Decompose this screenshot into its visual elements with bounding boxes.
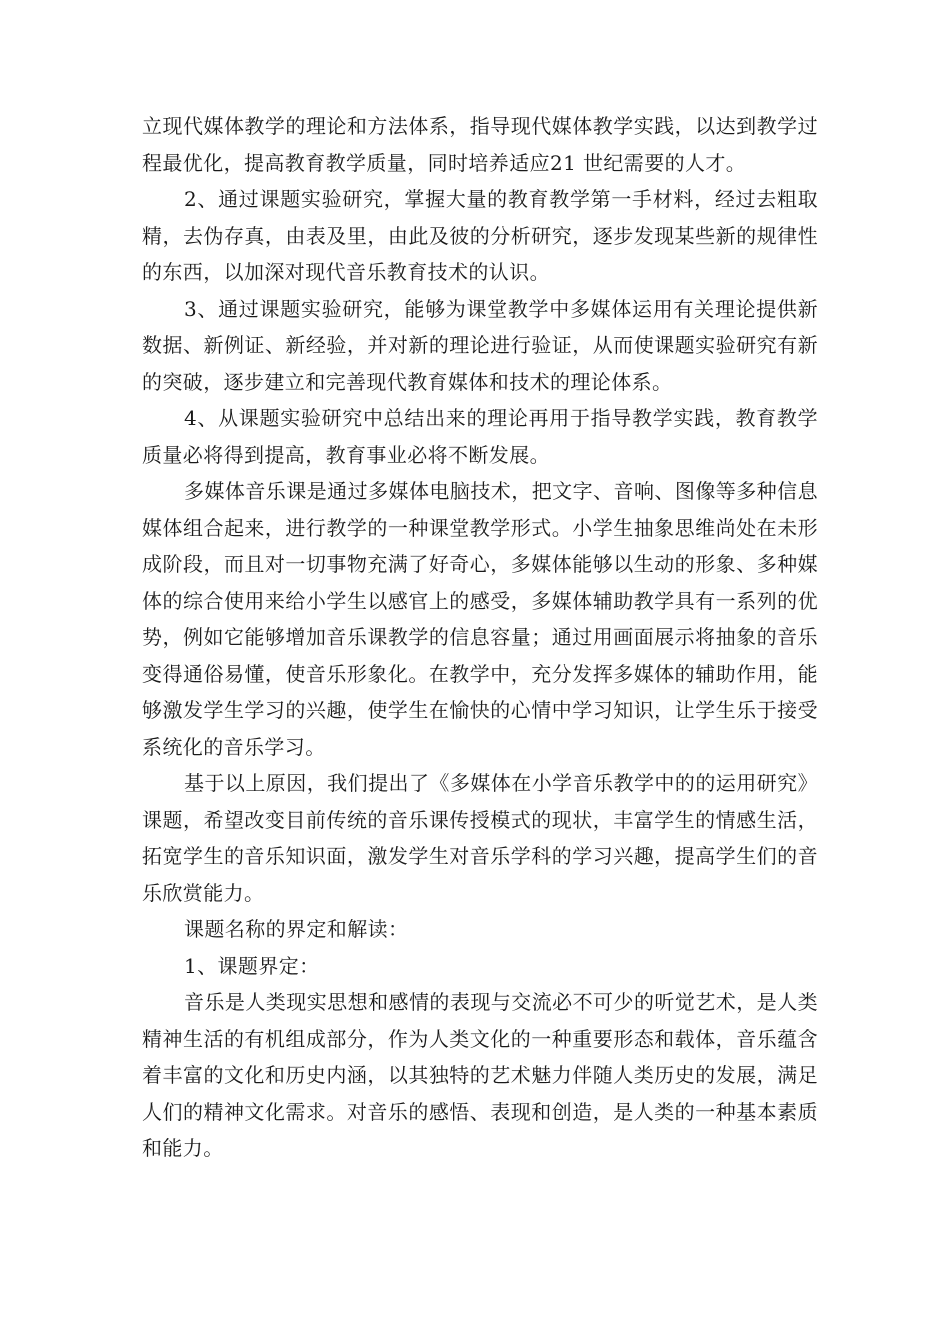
paragraph-3: 3、通过课题实验研究，能够为课堂教学中多媒体运用有关理论提供新数据、新例证、新经验，并对新的理论进行验证，从而使课题实验研究有新的突破，逐步建立和完善现代教育媒体和技术的理论体系。 [142,296,818,394]
subsection-heading: 1、课题界定： [184,953,320,978]
paragraph-1: 立现代媒体教学的理论和方法体系，指导现代媒体教学实践，以达到教学过程最优化，提高教育教学质量，同时培养适应21 世纪需要的人才。 [142,114,818,175]
document-body [142,108,818,1167]
paragraph-2: 2、通过课题实验研究，掌握大量的教育教学第一手材料，经过去粗取精，去伪存真，由表及里，由此及彼的分析研究，逐步发现某些新的规律性的东西，以加深对现代音乐教育技术的认识。 [142,187,818,284]
paragraph-5: 多媒体音乐课是通过多媒体电脑技术，把文字、音响、图像等多种信息媒体组合起来，进行教学的一种课堂教学形式。小学生抽象思维尚处在未形成阶段，而且对一切事物充满了好奇心，多媒体能够以生动的形象、多种媒体的综合使用来给小学生以感官上的感受，多媒体辅助教学具有一系列的优势，例如它能够增加音乐课教学的信息容量；通过用画面展示将抽象的音乐变得通俗易懂，使音乐形象化。在教学中，充分发挥多媒体的辅助作用，能够激发学生学习的兴趣，使学生在愉快的心情中学习知识，让学生乐于接受系统化的音乐学习。 [142,479,818,759]
paragraph-6: 基于以上原因，我们提出了《多媒体在小学音乐教学中的的运用研究》课题，希望改变目前传统的音乐课传授模式的现状，丰富学生的情感生活，拓宽学生的音乐知识面，激发学生对音乐学科的学习兴趣，提高学生们的音乐欣赏能力。 [142,771,818,905]
paragraph-4: 4、从课题实验研究中总结出来的理论再用于指导教学实践，教育教学质量必将得到提高，教育事业必将不断发展。 [142,406,818,467]
paragraph-9: 音乐是人类现实思想和感情的表现与交流必不可少的听觉艺术，是人类精神生活的有机组成部分，作为人类文化的一种重要形态和载体，音乐蕴含着丰富的文化和历史内涵，以其独特的艺术魅力伴随人类历史的发展，满足人们的精神文化需求。对音乐的感悟、表现和创造，是人类的一种基本素质和能力。 [142,990,818,1160]
section-heading: 课题名称的界定和解读： [184,917,409,941]
